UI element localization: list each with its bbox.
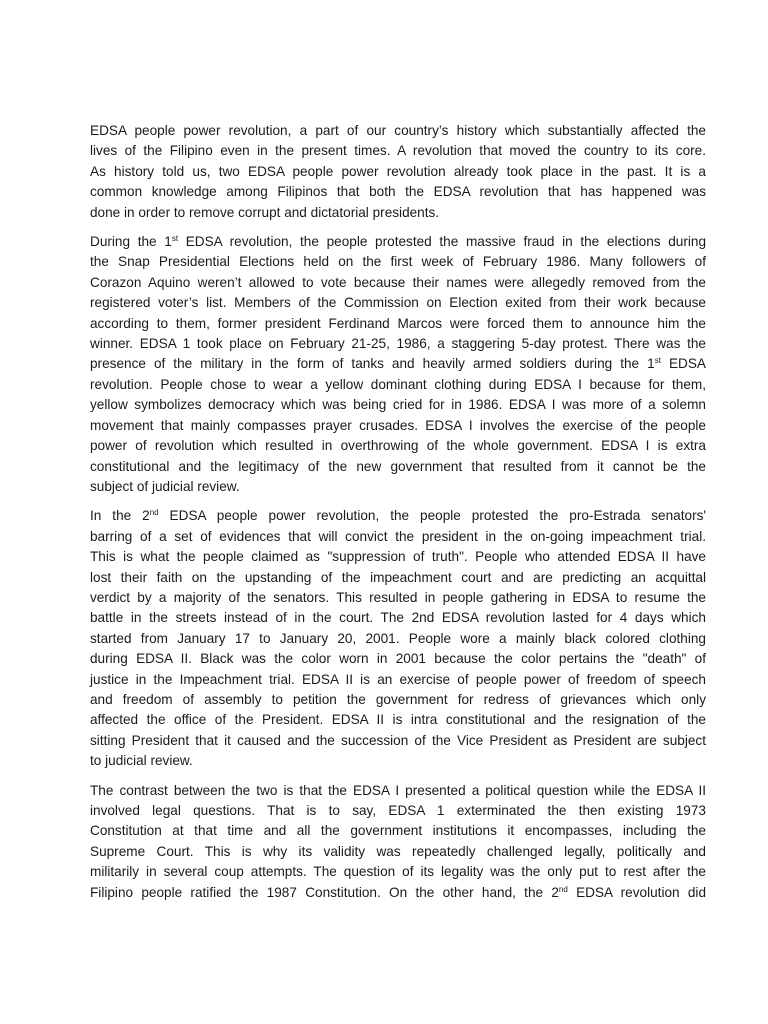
text-line: Constitution at that time and all the government institutions it encompasses, including the: [90, 823, 706, 839]
text-line: constitutional and the legitimacy of the new government that resulted from it cannot be the: [90, 458, 706, 474]
text-line: yellow symbolizes democracy which was being cried for in 1986. EDSA I was more of a solemn: [90, 397, 706, 413]
text-line: common knowledge among Filipinos that both the EDSA revolution that has happened was: [90, 184, 706, 200]
text-line: affected the office of the President. EDSA II is intra constitutional and the resignation of the: [90, 712, 706, 728]
text-line: to judicial review.: [90, 753, 193, 769]
text-line: movement that mainly compasses prayer crusades. EDSA I involves the exercise of the people: [90, 417, 706, 433]
text-line: barring of a set of evidences that will convict the president in the on-going impeachment trial.: [90, 528, 706, 544]
text-line: During the 1st EDSA revolution, the people protested the massive fraud in the elections during: [90, 234, 706, 250]
text-line: done in order to remove corrupt and dictatorial presidents.: [90, 204, 440, 220]
text-line: lives of the Filipino even in the present times. A revolution that moved the country to its core.: [90, 143, 706, 159]
text-line: during EDSA II. Black was the color worn in 2001 because the color pertains the "death" of: [90, 651, 706, 667]
text-line: the Snap Presidential Elections held on the first week of February 1986. Many followers of: [90, 254, 706, 270]
text-line: battle in the streets instead of in the court. The 2nd EDSA revolution lasted for 4 days which: [90, 610, 706, 626]
text-line: according to them, former president Ferdinand Marcos were forced them to announce him the: [90, 315, 706, 331]
text-line: Supreme Court. This is why its validity was repeatedly challenged legally, politically and: [90, 843, 706, 859]
text-line: subject of judicial review.: [90, 478, 240, 494]
document-body: [90, 121, 706, 912]
ordinal-superscript: nd: [558, 884, 568, 894]
paragraph-2: [90, 232, 706, 497]
text-line: verdict by a majority of the senators. This resulted in people gathering in EDSA to resume the: [90, 589, 706, 605]
text-line: Filipino people ratified the 1987 Constitution. On the other hand, the 2nd EDSA revolution did: [90, 884, 707, 900]
text-line: The contrast between the two is that the EDSA I presented a political question while the EDSA II: [90, 782, 706, 798]
paragraph-1: [90, 121, 706, 223]
text-line: winner. EDSA 1 took place on February 21-25, 1986, a staggering 5-day protest. There was the: [90, 336, 706, 352]
ordinal-superscript: st: [654, 356, 661, 366]
paragraph-4: [90, 781, 706, 903]
ordinal-superscript: nd: [149, 508, 159, 518]
ordinal-superscript: st: [171, 234, 179, 244]
text-line: and freedom of assembly to petition the government for redress of grievances which only: [90, 691, 706, 707]
text-line: EDSA people power revolution, a part of our country’s history which substantially affected the: [90, 123, 706, 138]
paragraph-3: [90, 506, 706, 771]
text-line: lost their faith on the upstanding of the impeachment court and are predicting an acquittal: [90, 569, 706, 585]
text-line: Corazon Aquino weren’t allowed to vote because their names were allegedly removed from the: [90, 274, 706, 290]
text-line: started from January 17 to January 20, 2001. People wore a mainly black colored clothing: [90, 630, 706, 646]
text-line: involved legal questions. That is to say, EDSA 1 exterminated the then existing 1973: [90, 803, 706, 818]
text-line: presence of the military in the form of tanks and heavily armed soldiers during the 1st EDSA: [90, 356, 706, 372]
text-line: power of revolution which resulted in overthrowing of the whole government. EDSA I is extra: [90, 438, 706, 454]
text-line: revolution. People chose to wear a yellow dominant clothing during EDSA I because for them,: [90, 376, 706, 392]
text-line: As history told us, two EDSA people power revolution already took place in the past. It is a: [90, 163, 706, 179]
text-line: In the 2nd EDSA people power revolution, the people protested the pro-Estrada senators': [90, 508, 706, 524]
text-line: sitting President that it caused and the succession of the Vice President as President are subject: [90, 732, 706, 748]
text-line: This is what the people claimed as "suppression of truth". People who attended EDSA II have: [90, 549, 706, 565]
text-line: justice in the Impeachment trial. EDSA II is an exercise of people power of freedom of speech: [90, 671, 706, 687]
text-line: militarily in several coup attempts. The question of its legality was the only put to rest after the: [90, 864, 706, 880]
text-line: registered voter’s list. Members of the Commission on Election exited from their work because: [90, 295, 706, 311]
